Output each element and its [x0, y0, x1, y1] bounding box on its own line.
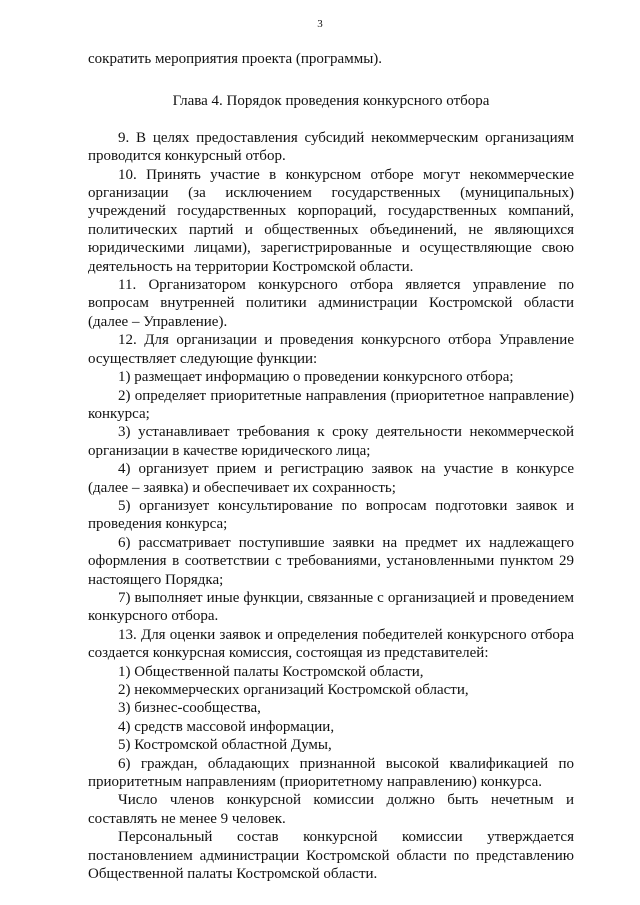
- paragraph: Число членов конкурсной комиссии должно быть нечетным и составлять не менее 9 человек.: [88, 792, 574, 827]
- paragraph: Персональный состав конкурсной комиссии утверждается постановлением администрации Костромской области по представлению Общественной палаты Костромской области.: [88, 829, 574, 883]
- paragraph: 12. Для организации и проведения конкурсного отбора Управление осуществляет следующие функции:: [88, 332, 574, 367]
- list-item: 3) устанавливает требования к сроку деятельности некоммерческой организации в качестве юридического лица;: [88, 424, 574, 459]
- paragraph: 10. Принять участие в конкурсном отборе могут некоммерческие организации (за исключением государственных (муниципальных) учреждений государственных корпораций, государственных компаний, политических партий и общественных объединений, не являющихся юридическими лицами), зарегистрированные и осуществляющие свою деятельность на территории Костромской области.: [88, 166, 574, 275]
- list-item: 4) средств массовой информации,: [118, 718, 335, 735]
- document-body: [88, 50, 574, 883]
- paragraph: 9. В целях предоставления субсидий некоммерческим организациям проводится конкурсный отбор.: [88, 129, 574, 165]
- list-item: 5) организует консультирование по вопросам подготовки заявок и проведения конкурса;: [88, 497, 574, 533]
- list-item: 3) бизнес-сообщества,: [118, 700, 261, 717]
- list-item: 4) организует прием и регистрацию заявок на участие в конкурсе (далее – заявка) и обеспечивает их сохранность;: [88, 461, 574, 496]
- continuation-line: сократить мероприятия проекта (программы).: [88, 51, 383, 67]
- list-item: 6) граждан, обладающих признанной высокой квалификацией по приоритетным направлениям (приоритетному направлению) конкурса.: [88, 755, 574, 791]
- chapter-title: Глава 4. Порядок проведения конкурсного отбора: [172, 93, 490, 110]
- list-item: 2) определяет приоритетные направления (приоритетное направление) конкурса;: [88, 387, 574, 422]
- list-item: 7) выполняет иные функции, связанные с организацией и проведением конкурсного отбора.: [88, 589, 574, 625]
- paragraph: 11. Организатором конкурсного отбора является управление по вопросам внутренней политики администрации Костромской области (далее – Управление).: [88, 277, 574, 330]
- list-item: 1) размещает информацию о проведении конкурсного отбора;: [118, 369, 514, 386]
- list-item: 5) Костромской областной Думы,: [118, 737, 332, 754]
- page-number: 3: [317, 18, 323, 30]
- list-item: 6) рассматривает поступившие заявки на предмет их надлежащего оформления в соответствии с требованиями, установленными пунктом 29 настоящего Порядка;: [88, 534, 574, 588]
- paragraph: 13. Для оценки заявок и определения победителей конкурсного отбора создается конкурсная комиссия, состоящая из представителей:: [88, 626, 574, 662]
- list-item: 1) Общественной палаты Костромской области,: [118, 663, 424, 680]
- list-item: 2) некоммерческих организаций Костромской области,: [118, 682, 469, 698]
